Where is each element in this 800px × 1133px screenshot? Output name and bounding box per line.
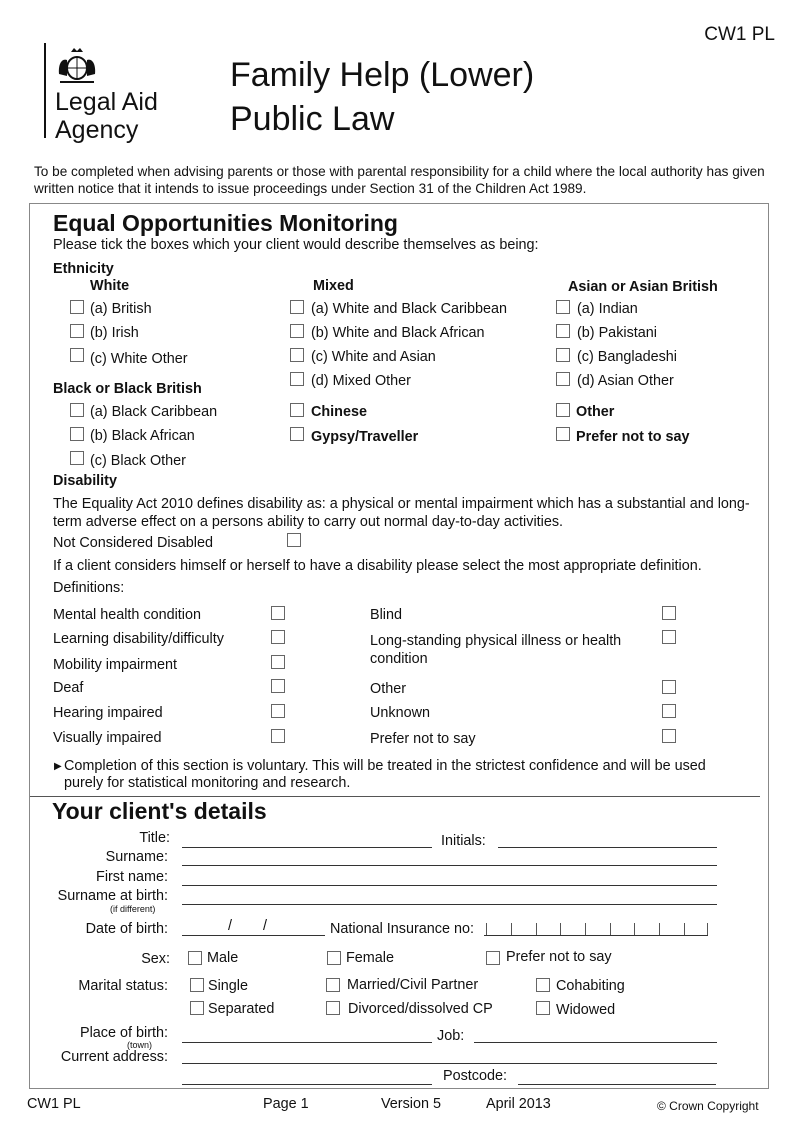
disability-prefer-not-label: Prefer not to say <box>370 731 476 747</box>
sex-label: Sex: <box>141 951 170 967</box>
ethnicity-prefer-not-checkbox[interactable] <box>556 427 570 441</box>
dob-separator-1: / <box>228 918 232 934</box>
job-field[interactable] <box>474 1042 717 1043</box>
bullet-arrow-icon: ▶ <box>54 761 62 772</box>
mental-health-checkbox[interactable] <box>271 606 285 620</box>
ni-tick <box>560 923 561 935</box>
ethnicity-other-label: Other <box>576 404 615 420</box>
logo-divider <box>44 43 46 138</box>
initials-label: Initials: <box>441 833 486 849</box>
current-address-label: Current address: <box>60 1049 168 1065</box>
first-name-field[interactable] <box>182 885 717 886</box>
title-field[interactable] <box>182 847 432 848</box>
asian-heading: Asian or Asian British <box>568 279 718 295</box>
divorced-label: Divorced/dissolved CP <box>348 1001 493 1017</box>
form-title-line2: Public Law <box>230 100 395 138</box>
town-note: (town) <box>127 1040 153 1050</box>
agency-name-line2: Agency <box>55 116 139 144</box>
mixed-white-black-caribbean-checkbox[interactable] <box>290 300 304 314</box>
dob-label: Date of birth: <box>85 921 168 937</box>
mixed-white-black-african-label: (b) White and Black African <box>311 325 485 341</box>
voluntary-note: Completion of this section is voluntary. This will be treated in the strictest confidence and will be used purely for statistical monitoring and research. <box>64 758 706 791</box>
white-other-label: (c) White Other <box>90 351 188 367</box>
black-other-checkbox[interactable] <box>70 451 84 465</box>
ni-tick <box>610 923 611 935</box>
mixed-white-asian-label: (c) White and Asian <box>311 349 436 365</box>
sex-male-checkbox[interactable] <box>188 951 202 965</box>
disability-definition: The Equality Act 2010 defines disability as: a physical or mental impairment which has a substantial and long-term adverse effect on a persons ability to carry out normal day-to-day activities. <box>53 496 750 530</box>
mixed-white-black-african-checkbox[interactable] <box>290 324 304 338</box>
black-african-label: (b) Black African <box>90 428 195 444</box>
not-disabled-label: Not Considered Disabled <box>53 535 213 551</box>
separated-label: Separated <box>208 1001 275 1017</box>
unknown-checkbox[interactable] <box>662 704 676 718</box>
married-checkbox[interactable] <box>326 978 340 992</box>
married-label: Married/Civil Partner <box>347 977 479 993</box>
sex-prefer-not-label: Prefer not to say <box>506 949 612 965</box>
surname-label: Surname: <box>105 849 168 865</box>
asian-other-label: (d) Asian Other <box>577 373 674 389</box>
unknown-label: Unknown <box>370 705 430 721</box>
learning-disability-checkbox[interactable] <box>271 630 285 644</box>
hearing-impaired-checkbox[interactable] <box>271 704 285 718</box>
divorced-checkbox[interactable] <box>326 1001 340 1015</box>
surname-field[interactable] <box>182 865 717 866</box>
client-details-heading: Your client's details <box>52 798 267 824</box>
surname-at-birth-label: Surname at birth: <box>57 888 168 904</box>
mobility-impairment-label: Mobility impairment <box>53 657 177 673</box>
long-standing-illness-label: Long-standing physical illness or health condition <box>370 633 622 667</box>
black-other-label: (c) Black Other <box>90 453 186 469</box>
widowed-checkbox[interactable] <box>536 1001 550 1015</box>
ni-tick <box>659 923 660 935</box>
ni-label: National Insurance no: <box>330 921 474 937</box>
intro-text: To be completed when advising parents or those with parental responsibility for a child where the local authority has given written notice that it intends to issue proceedings under Section 31 of the Children Act 1989. <box>34 164 765 196</box>
black-heading: Black or Black British <box>53 381 202 397</box>
white-irish-label: (b) Irish <box>90 325 139 341</box>
hearing-impaired-label: Hearing impaired <box>53 705 163 721</box>
deaf-label: Deaf <box>53 680 84 696</box>
black-caribbean-checkbox[interactable] <box>70 403 84 417</box>
section-divider <box>30 796 760 797</box>
ni-tick <box>684 923 685 935</box>
widowed-label: Widowed <box>556 1002 616 1018</box>
single-label: Single <box>208 978 249 994</box>
mixed-white-black-caribbean-label: (a) White and Black Caribbean <box>311 301 507 317</box>
mixed-heading: Mixed <box>313 278 354 294</box>
disability-other-label: Other <box>370 681 406 697</box>
ethnicity-prefer-not-label: Prefer not to say <box>576 429 690 445</box>
surname-at-birth-field[interactable] <box>182 904 717 905</box>
postcode-label: Postcode: <box>443 1068 507 1084</box>
ni-tick <box>486 923 487 935</box>
dob-separator-2: / <box>263 918 267 934</box>
black-caribbean-label: (a) Black Caribbean <box>90 404 218 420</box>
form-code: CW1 PL <box>704 24 775 45</box>
disability-other-checkbox[interactable] <box>662 680 676 694</box>
form-title-line1: Family Help (Lower) <box>230 56 535 94</box>
gypsy-traveller-label: Gypsy/Traveller <box>311 429 419 445</box>
footer-version: Version 5 <box>381 1096 442 1112</box>
long-standing-illness-checkbox[interactable] <box>662 630 676 644</box>
single-checkbox[interactable] <box>190 978 204 992</box>
footer-copyright: © Crown Copyright <box>657 1099 759 1113</box>
ni-field[interactable] <box>484 935 708 936</box>
cohabiting-checkbox[interactable] <box>536 978 550 992</box>
mental-health-label: Mental health condition <box>53 607 202 623</box>
cohabiting-label: Cohabiting <box>556 978 625 994</box>
marital-status-label: Marital status: <box>78 978 168 994</box>
dob-field[interactable] <box>182 935 325 936</box>
equal-opps-instruction: Please tick the boxes which your client would describe themselves as being: <box>53 237 539 253</box>
asian-bangladeshi-checkbox[interactable] <box>556 348 570 362</box>
asian-indian-checkbox[interactable] <box>556 300 570 314</box>
footer-date: April 2013 <box>486 1096 551 1112</box>
royal-crest-icon <box>54 44 100 86</box>
chinese-checkbox[interactable] <box>290 403 304 417</box>
gypsy-traveller-checkbox[interactable] <box>290 427 304 441</box>
chinese-label: Chinese <box>311 404 367 420</box>
asian-bangladeshi-label: (c) Bangladeshi <box>577 349 677 365</box>
address-line-2-field[interactable] <box>182 1084 432 1085</box>
blind-checkbox[interactable] <box>662 606 676 620</box>
ni-tick <box>707 923 708 935</box>
footer-code: CW1 PL <box>27 1096 81 1112</box>
sex-female-checkbox[interactable] <box>327 951 341 965</box>
disability-heading: Disability <box>53 473 117 489</box>
asian-other-checkbox[interactable] <box>556 372 570 386</box>
not-disabled-checkbox[interactable] <box>287 533 301 547</box>
separated-checkbox[interactable] <box>190 1001 204 1015</box>
sex-prefer-not-checkbox[interactable] <box>486 951 500 965</box>
asian-pakistani-checkbox[interactable] <box>556 324 570 338</box>
equal-opps-heading: Equal Opportunities Monitoring <box>53 210 398 236</box>
definitions-label: Definitions: <box>53 580 125 596</box>
ethnicity-label: Ethnicity <box>53 261 114 277</box>
ni-tick <box>634 923 635 935</box>
mixed-other-checkbox[interactable] <box>290 372 304 386</box>
learning-disability-label: Learning disability/difficulty <box>53 631 224 647</box>
asian-indian-label: (a) Indian <box>577 301 638 317</box>
white-other-checkbox[interactable] <box>70 348 84 362</box>
job-label: Job: <box>437 1028 465 1044</box>
disability-select-text: If a client considers himself or herself to have a disability please select the most appropriate definition. <box>53 558 702 574</box>
sex-female-label: Female <box>346 950 394 966</box>
white-british-checkbox[interactable] <box>70 300 84 314</box>
if-different-note: (if different) <box>110 904 156 914</box>
white-british-label: (a) British <box>90 301 152 317</box>
sex-male-label: Male <box>207 950 239 966</box>
black-african-checkbox[interactable] <box>70 427 84 441</box>
title-label: Title: <box>139 830 170 846</box>
initials-field[interactable] <box>498 847 717 848</box>
mixed-white-asian-checkbox[interactable] <box>290 348 304 362</box>
place-of-birth-field[interactable] <box>182 1042 432 1043</box>
deaf-checkbox[interactable] <box>271 679 285 693</box>
asian-pakistani-label: (b) Pakistani <box>577 325 657 341</box>
mixed-other-label: (d) Mixed Other <box>311 373 411 389</box>
agency-name-line1: Legal Aid <box>55 88 158 116</box>
postcode-field[interactable] <box>518 1084 716 1085</box>
current-address-field[interactable] <box>182 1063 717 1064</box>
mobility-impairment-checkbox[interactable] <box>271 655 285 669</box>
ni-tick <box>511 923 512 935</box>
visually-impaired-label: Visually impaired <box>53 730 162 746</box>
white-irish-checkbox[interactable] <box>70 324 84 338</box>
ni-tick <box>585 923 586 935</box>
ni-tick <box>536 923 537 935</box>
footer-page: Page 1 <box>263 1096 309 1112</box>
visually-impaired-checkbox[interactable] <box>271 729 285 743</box>
white-heading: White <box>90 278 130 294</box>
blind-label: Blind <box>370 607 402 623</box>
first-name-label: First name: <box>96 869 168 885</box>
place-of-birth-label: Place of birth: <box>80 1025 168 1041</box>
ethnicity-other-checkbox[interactable] <box>556 403 570 417</box>
disability-prefer-not-checkbox[interactable] <box>662 729 676 743</box>
